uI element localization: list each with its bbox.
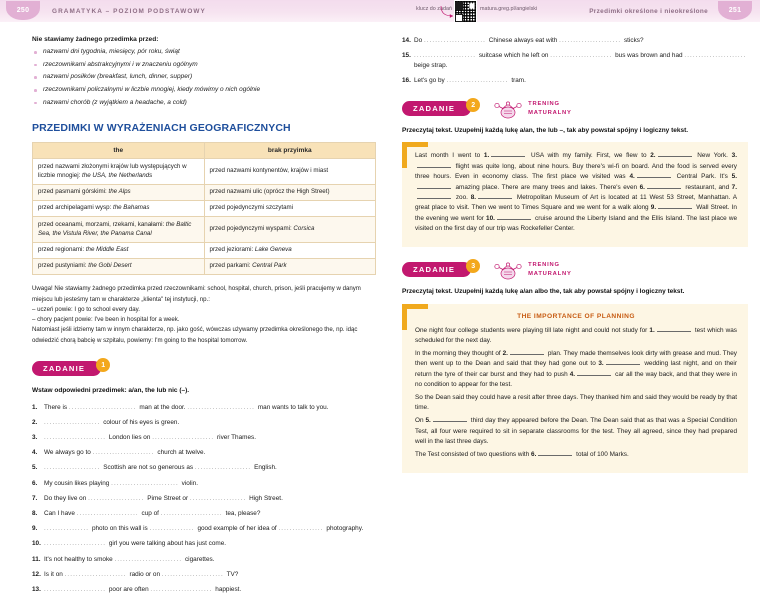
page-header — [0, 0, 760, 22]
qr-code-icon[interactable] — [454, 0, 477, 23]
zadanie-badge — [402, 262, 476, 277]
trening-line-2: MATURALNY — [528, 109, 572, 116]
table-cell: przed pojedynczymi wyspami: Corsica — [204, 217, 376, 242]
table-cell: przed nazwami kontynentów, krajów i miast — [204, 159, 376, 184]
list-item — [32, 433, 376, 443]
gap-number: 4. — [629, 173, 635, 181]
table-row — [33, 184, 376, 200]
item-number: 4. — [32, 449, 38, 457]
curved-arrow-icon — [440, 5, 456, 19]
answer-blank[interactable]: .................... — [194, 464, 255, 472]
page-body — [0, 22, 760, 594]
list-item — [32, 418, 376, 428]
zadanie-label: ZADANIE — [413, 265, 456, 275]
task-3-instruction: Przeczytaj tekst. Uzupełnij każdą lukę a/an albo the, tak aby powstał spójny i logiczny tekst. — [402, 287, 685, 295]
table-cell: przed pojedynczymi szczytami — [204, 201, 376, 217]
example-phrase: Central Park — [250, 262, 287, 270]
qr-label: klucz do zadań — [416, 6, 452, 12]
example-phrase: the Gobi Desert — [86, 262, 132, 270]
list-item — [402, 36, 748, 46]
gap-number: 6. — [639, 183, 645, 191]
zadanie-number: 1 — [96, 358, 110, 372]
list-item: rzeczownikami policzalnymi w liczbie mnogiej, kiedy mówimy o nich ogólnie — [32, 84, 376, 97]
zadanie-label: ZADANIE — [413, 104, 456, 114]
list-item — [402, 76, 748, 86]
task-2-paragraph: Last month I went to 1. USA with my family. First, we flew to 2. New York. 3. flight was quite long, about nine hours. Buy there's wi-fi on board. And the food is served every three hours. Even in economy class. The first place we visited was 4. Central Park. It's 5. amazing place. There are many trees and lakes. There's even 6. restaurant, and 7. zoo. 8. Metropolitan Museum of Art is located at 11 West 53 Street, Manhattan. A great place to visit. Then we went to Times Square and we went for a walk along 9. Wall Street. In the evening we went for 10. cruise around the Liberty Island and the Ellis Island. The last place we visited on the first day of our trip was Rockefeller Center. — [415, 152, 738, 232]
trening-text — [528, 261, 571, 278]
gap-number: 1. — [649, 326, 655, 334]
answer-blank[interactable] — [658, 152, 692, 157]
example-phrase: the Baltic Sea, the Vistula River, the Panama Canal — [38, 220, 192, 237]
answer-blank[interactable]: ................ — [44, 525, 92, 533]
answer-blank[interactable]: ...................... — [559, 37, 624, 44]
answer-blank[interactable]: ...................... — [44, 434, 109, 442]
item-number: 10. — [32, 540, 41, 548]
answer-blank[interactable]: ...................... — [76, 510, 142, 518]
answer-blank[interactable] — [497, 215, 531, 220]
answer-blank[interactable]: ........................ — [114, 555, 185, 563]
answer-blank[interactable] — [637, 173, 671, 178]
table-cell: przed oceanami, morzami, rzekami, kanałami: the Baltic Sea, the Vistula River, the Panama Canal — [33, 217, 205, 242]
item-text: Can I have ...................... cup of ...................... tea, please? — [44, 510, 261, 518]
table-cell: przed regionami: the Middle East — [33, 242, 205, 258]
item-number: 1. — [32, 403, 38, 411]
gap-number: 7. — [731, 183, 737, 191]
task-1-header — [32, 359, 376, 379]
answer-blank[interactable]: ...................... — [160, 510, 226, 518]
item-text: We always go to ...................... church at twelve. — [44, 449, 206, 457]
item-text: Do ...................... Chinese always eat with ...................... sticks? — [414, 37, 644, 44]
note-line: – chory pacjent powie: I've been in hospital for a week. — [32, 316, 180, 324]
trening-line-1: TRENING — [528, 262, 560, 269]
table-cell: przed jeziorami: Lake Geneva — [204, 242, 376, 258]
item-number: 13. — [32, 586, 41, 594]
answer-blank[interactable] — [606, 360, 640, 365]
gap-number: 2. — [650, 152, 656, 160]
page-title: PRZEDIMKI W WYRAŻENIACH GEOGRAFICZNYCH — [32, 122, 291, 135]
task-2-textbox — [402, 142, 748, 247]
page-number-left: 250 — [6, 1, 40, 20]
example-phrase: the USA, the Netherlands — [80, 171, 153, 179]
task-3-box-title: THE IMPORTANCE OF PLANNING — [517, 312, 635, 320]
gap-number: 9. — [650, 204, 657, 212]
item-text: Is it on ...................... radio or on ...................... TV? — [44, 570, 239, 578]
gap-number: 4. — [569, 370, 576, 378]
gap-number: 6. — [531, 450, 537, 458]
answer-blank[interactable]: ........................ — [111, 479, 182, 487]
list-item — [32, 524, 376, 534]
item-text: There is ........................ man at the door. ........................ man wants to talk to you. — [44, 403, 329, 411]
zadanie-number: 3 — [466, 259, 480, 273]
trening-line-2: MATURALNY — [528, 270, 572, 277]
example-phrase: the Middle East — [84, 245, 129, 253]
table-row — [33, 242, 376, 258]
example-phrase: Lake Geneva — [253, 245, 292, 253]
trening-text — [528, 100, 571, 117]
zadanie-badge — [402, 101, 476, 116]
list-item: rzeczownikami abstrakcyjnymi i w znaczeniu ogólnym — [32, 59, 376, 72]
gap-number: 1. — [483, 152, 490, 160]
answer-blank[interactable] — [577, 371, 611, 376]
answer-blank[interactable] — [417, 163, 451, 168]
uwaga-note — [32, 284, 376, 345]
answer-blank[interactable]: .................... — [189, 494, 250, 502]
item-text: My cousin likes playing ........................ violin. — [44, 479, 198, 487]
item-number: 6. — [32, 479, 38, 487]
answer-blank[interactable]: ...................... — [64, 570, 130, 578]
item-text: ...................... suitcase which he left on ...................... bus was brown and had ...................... beige strap. — [414, 52, 747, 69]
task-1-instruction: Wstaw odpowiedni przedimek: a/an, the lub nic (–). — [32, 386, 190, 394]
table-cell: przed pustyniami: the Gobi Desert — [33, 259, 205, 275]
answer-blank[interactable] — [658, 204, 692, 209]
item-number: 9. — [32, 525, 38, 533]
item-text: ...................... London lies on ...................... river Thames. — [44, 434, 256, 442]
task-1-items-continued — [402, 36, 748, 86]
task-2-instruction: Przeczytaj tekst. Uzupełnij każdą lukę a/an, the lub –, tak aby powstał spójny i logiczny tekst. — [402, 126, 689, 134]
list-item — [32, 479, 376, 489]
list-item — [32, 555, 376, 565]
trening-line-1: TRENING — [528, 100, 560, 107]
table-cell: przed pasmami górskimi: the Alps — [33, 184, 205, 200]
item-number: 8. — [32, 510, 38, 518]
list-item — [32, 463, 376, 473]
note-line: Uwaga! Nie stawiamy żadnego przedimka przed rzeczownikami: school, hospital, church, prison, jeśli pracujemy w danym miejscu lub jesteśmy tam w charakterze „klienta" tej instytucji, np.: — [32, 285, 361, 303]
answer-blank[interactable] — [657, 327, 691, 332]
answer-blank[interactable]: .................... — [44, 418, 104, 426]
zadanie-number: 2 — [466, 98, 480, 112]
answer-blank[interactable] — [510, 350, 544, 355]
item-text: .................... Scottish are not so generous as .................... English. — [44, 464, 277, 472]
answer-blank[interactable]: ...................... — [44, 586, 109, 594]
gap-number: 3. — [731, 152, 737, 160]
list-item — [32, 570, 376, 580]
example-phrase: Corsica — [291, 225, 315, 233]
rules-title: Nie stawiamy żadnego przedimka przed: — [32, 36, 159, 43]
answer-blank[interactable]: ...................... — [92, 449, 158, 457]
item-number: 16. — [402, 77, 411, 85]
list-item — [32, 539, 376, 549]
geographic-articles-table — [32, 142, 376, 275]
gap-number: 10. — [486, 214, 495, 222]
list-item: nazwami chorób (z wyjątkiem a headache, a cold) — [32, 97, 376, 110]
answer-blank[interactable] — [417, 184, 451, 189]
gap-number: 2. — [502, 349, 508, 357]
list-item: nazwami posiłków (breakfast, lunch, dinner, supper) — [32, 71, 376, 84]
task-3-header — [402, 260, 748, 280]
item-text: ................ photo on this wall is ................ good example of her idea of ................ photography. — [44, 525, 364, 533]
answer-blank[interactable]: ...................... — [446, 77, 512, 85]
rules-list — [32, 46, 376, 109]
answer-blank[interactable]: ...................... — [150, 586, 216, 594]
answer-blank[interactable]: ...................... — [423, 37, 489, 44]
gap-number: 5. — [425, 417, 431, 425]
task-3-paragraph: The Test consisted of two questions with 6. total of 100 Marks. — [415, 450, 629, 458]
item-text: Let's go by ...................... tram. — [414, 77, 526, 85]
answer-blank[interactable]: ...................... — [152, 434, 218, 442]
answer-blank[interactable] — [478, 194, 512, 199]
trening-maturalny-marker — [493, 100, 571, 118]
gap-number: 3. — [598, 360, 604, 368]
item-text: .................... colour of his eyes is green. — [44, 418, 180, 426]
item-text: It's not healthy to smoke ........................ cigarettes. — [44, 555, 215, 563]
task-3-paragraph: One night four college students were playing till late night and could not study for 1. test which was scheduled for the next day. — [415, 326, 737, 344]
table-cell: przed parkami: Central Park — [204, 259, 376, 275]
answer-blank[interactable] — [433, 417, 467, 422]
gap-number: 5. — [731, 173, 737, 181]
item-number: 5. — [32, 464, 38, 472]
answer-blank[interactable]: .................... — [88, 494, 148, 502]
right-column — [392, 22, 760, 538]
header-section-left: GRAMATYKA – POZIOM PODSTAWOWY — [52, 7, 206, 15]
zadanie-label: ZADANIE — [43, 364, 86, 374]
answer-blank[interactable]: ...................... — [414, 52, 479, 60]
page-number-right: 251 — [718, 1, 752, 20]
item-number: 3. — [32, 434, 38, 442]
table-header-the: the — [33, 143, 205, 159]
table-header-row — [33, 143, 376, 159]
answer-blank[interactable]: ................ — [278, 525, 327, 533]
item-number: 14. — [402, 37, 411, 44]
exam-trening-icon — [493, 261, 523, 279]
answer-blank[interactable]: ........................ — [187, 403, 258, 411]
task-2-header — [402, 99, 748, 119]
table-cell: przed nazwami ulic (oprócz the High Street) — [204, 184, 376, 200]
answer-blank[interactable]: ...................... — [161, 570, 227, 578]
answer-blank[interactable] — [491, 152, 525, 157]
list-item — [32, 403, 376, 413]
table-cell: przed archipelagami wysp: the Bahamas — [33, 201, 205, 217]
answer-blank[interactable]: ........................ — [68, 403, 140, 411]
answer-blank[interactable]: .................... — [44, 464, 104, 472]
item-number: 2. — [32, 418, 38, 426]
left-column — [0, 22, 392, 594]
item-number: 15. — [402, 52, 411, 60]
task-3-paragraph: On 5. third day they appeared before the Dean. The Dean said that as that was a Special Condition Test, all four were required to sit in separate classrooms for the test. They all agreed, since they had prepared well in the last three days. — [415, 417, 737, 445]
item-number: 12. — [32, 570, 41, 578]
qr-site-label: matura.greg.pl/angielski — [479, 6, 538, 12]
table-cell: przed nazwami złożonymi krajów lub występujących w liczbie mnogiej: the USA, the Netherlands — [33, 159, 205, 184]
task-1-items — [32, 403, 376, 595]
task-3-paragraph: In the morning they thought of 2. plan. They made themselves look dirty with grease and mud. They then went up to the Dean and said that they had gone out to 3. wedding last night, and on their return the tyre of their car burst and they had to push 4. car all the way back, and that they were in no condition to appear for the test. — [415, 349, 737, 388]
item-text: ...................... poor are often ...................... happiest. — [44, 586, 242, 594]
item-number: 7. — [32, 494, 38, 502]
item-text: ...................... girl you were talking about has just come. — [44, 540, 227, 548]
table-row — [33, 159, 376, 184]
example-phrase: the Bahamas — [111, 204, 150, 212]
answer-blank[interactable] — [417, 194, 451, 199]
table-header-no-article: brak przyimka — [204, 143, 376, 159]
list-item — [402, 51, 748, 70]
note-line: – uczeń powie: I go to school every day. — [32, 305, 140, 313]
exam-trening-icon — [493, 100, 523, 118]
header-section-right: Przedimki określone i nieokreślone — [589, 7, 708, 15]
answer-blank[interactable]: ...................... — [44, 540, 109, 548]
table-row — [33, 217, 376, 242]
answer-blank[interactable]: ...................... — [550, 52, 616, 60]
item-number: 11. — [32, 555, 41, 563]
answer-blank[interactable]: ................ — [149, 525, 198, 533]
answer-blank[interactable] — [538, 451, 572, 456]
answer-blank[interactable]: ...................... — [684, 52, 747, 60]
list-item — [32, 494, 376, 504]
note-line: Natomiast jeśli idziemy tam w innym charakterze, np. jako gość, wówczas używamy przedimka określonego the, np. idąc odwiedzić chorą babcię w szpitalu, powiemy: I'm going to the hospital tomorrow. — [32, 326, 358, 344]
table-row — [33, 201, 376, 217]
zadanie-badge — [32, 361, 106, 376]
item-text: Do they live on .................... Pime Street or .................... High Street. — [44, 494, 283, 502]
list-item — [32, 509, 376, 519]
answer-blank[interactable] — [647, 184, 681, 189]
task-3-paragraph: So the Dean said they could have a resit after three days. They thanked him and said they would be ready by that time. — [415, 393, 737, 412]
table-row — [33, 259, 376, 275]
trening-maturalny-marker — [493, 261, 571, 279]
list-item — [32, 448, 376, 458]
list-item — [32, 585, 376, 595]
example-phrase: the Alps — [106, 187, 131, 195]
list-item: nazwami dni tygodnia, miesięcy, pór roku, świąt — [32, 46, 376, 59]
gap-number: 8. — [470, 193, 477, 201]
task-3-textbox — [402, 304, 748, 473]
